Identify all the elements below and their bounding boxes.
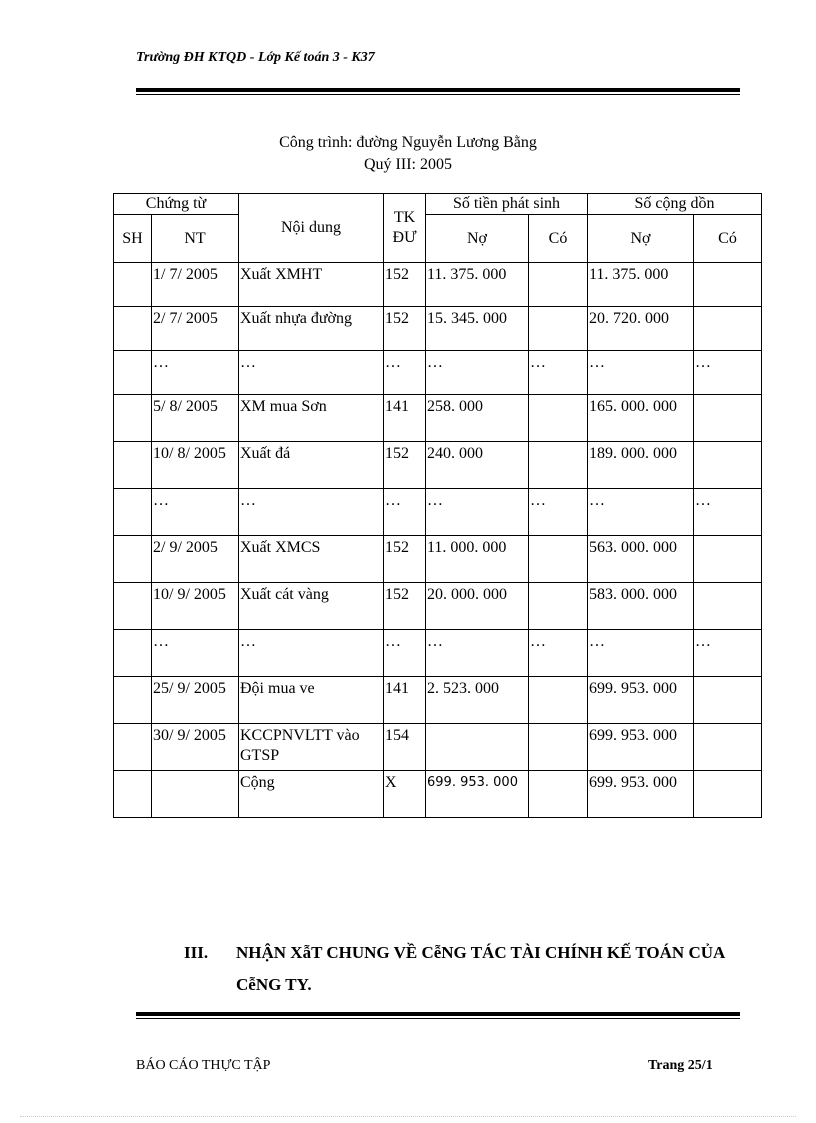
cell-noi-dung: … <box>239 351 384 395</box>
cell-co <box>529 724 588 771</box>
cell-nt: 30/ 9/ 2005 <box>152 724 239 771</box>
footer-page-number: Trang 25/1 <box>648 1058 713 1073</box>
document-title: Công trình: đường Nguyễn Lương Bằng <box>279 134 537 151</box>
cell-sh <box>114 442 152 489</box>
cell-nt: 25/ 9/ 2005 <box>152 677 239 724</box>
cell-no: 11. 375. 000 <box>426 263 529 307</box>
cell-tk-du: 141 <box>384 395 426 442</box>
cell-cd-co <box>694 724 762 771</box>
cell-no: 2. 523. 000 <box>426 677 529 724</box>
cell-sh <box>114 630 152 677</box>
cell-nt: 10/ 9/ 2005 <box>152 583 239 630</box>
cell-cd-no: 11. 375. 000 <box>588 263 694 307</box>
cell-cd-no: 699. 953. 000 <box>588 677 694 724</box>
cell-cd-no: … <box>588 489 694 536</box>
cell-co <box>529 263 588 307</box>
document-subtitle: Quý III: 2005 <box>364 156 452 173</box>
header-tk-du-line1: TK <box>393 209 416 226</box>
table-row <box>114 677 762 724</box>
cell-noi-dung: Xuất cát vàng <box>239 583 384 630</box>
header-cd-no: Nợ <box>588 215 694 263</box>
cell-co <box>529 442 588 489</box>
header-tk-du-line2: ĐƯ <box>392 229 417 246</box>
cell-co <box>529 583 588 630</box>
cell-cd-no: … <box>588 351 694 395</box>
cell-cd-co <box>694 536 762 583</box>
table-row <box>114 583 762 630</box>
cell-nt: 2/ 9/ 2005 <box>152 536 239 583</box>
table-row <box>114 307 762 351</box>
cell-cd-no: 189. 000. 000 <box>588 442 694 489</box>
cell-co: … <box>529 489 588 536</box>
table-row <box>114 724 762 771</box>
cell-noi-dung: … <box>239 489 384 536</box>
cell-sh <box>114 771 152 818</box>
cell-co <box>529 677 588 724</box>
cell-no: 258. 000 <box>426 395 529 442</box>
cell-tk-du: 154 <box>384 724 426 771</box>
cell-cd-co: … <box>694 630 762 677</box>
ledger-table <box>113 193 762 818</box>
cell-nt: … <box>152 489 239 536</box>
cell-sh <box>114 583 152 630</box>
table-row <box>114 630 762 677</box>
cell-no: … <box>426 630 529 677</box>
cell-noi-dung: XM mua Sơn <box>239 395 384 442</box>
cell-noi-dung: Xuất đá <box>239 442 384 489</box>
cell-cd-no: … <box>588 630 694 677</box>
cell-noi-dung: Đội mua ve <box>239 677 384 724</box>
header-co: Có <box>529 215 588 263</box>
cell-co <box>529 536 588 583</box>
cell-no: … <box>426 351 529 395</box>
page-header: Trường ĐH KTQD - Lớp Kế toán 3 - K37 <box>136 50 375 65</box>
header-noi-dung: Nội dung <box>239 194 384 263</box>
cell-tk-du: 152 <box>384 442 426 489</box>
header-nt: NT <box>152 215 239 263</box>
footer-rule-thick <box>136 1012 740 1016</box>
table-row <box>114 442 762 489</box>
cell-no: 15. 345. 000 <box>426 307 529 351</box>
page-bottom-border <box>20 1116 796 1117</box>
table-row <box>114 263 762 307</box>
header-tk-du <box>384 194 426 263</box>
cell-no: 699. 953. 000 <box>426 771 529 818</box>
table-row <box>114 536 762 583</box>
cell-cd-no: 699. 953. 000 <box>588 724 694 771</box>
table-row <box>114 351 762 395</box>
cell-noi-dung: Xuất nhựa đường <box>239 307 384 351</box>
footer-rule-thin <box>136 1018 740 1019</box>
cell-cd-co <box>694 307 762 351</box>
cell-sh <box>114 677 152 724</box>
cell-tk-du: … <box>384 489 426 536</box>
cell-nt: 5/ 8/ 2005 <box>152 395 239 442</box>
cell-tk-du: 152 <box>384 263 426 307</box>
cell-noi-dung: Cộng <box>239 771 384 818</box>
cell-noi-dung: KCCPNVLTT vào GTSP <box>239 724 384 771</box>
header-chung-tu: Chứng từ <box>114 194 239 215</box>
cell-cd-co <box>694 263 762 307</box>
table-row <box>114 771 762 818</box>
header-rule-thin <box>136 94 740 95</box>
cell-noi-dung: … <box>239 630 384 677</box>
cell-nt: 2/ 7/ 2005 <box>152 307 239 351</box>
cell-co: … <box>529 351 588 395</box>
cell-nt: 10/ 8/ 2005 <box>152 442 239 489</box>
cell-co <box>529 307 588 351</box>
cell-cd-no: 699. 953. 000 <box>588 771 694 818</box>
cell-cd-no: 563. 000. 000 <box>588 536 694 583</box>
footer-report-label: BÁO CÁO THỰC TẬP <box>136 1058 271 1073</box>
cell-cd-no: 583. 000. 000 <box>588 583 694 630</box>
cell-no: … <box>426 489 529 536</box>
cell-tk-du: … <box>384 630 426 677</box>
cell-tk-du: 152 <box>384 307 426 351</box>
header-rule-thick <box>136 88 740 92</box>
cell-co <box>529 395 588 442</box>
cell-cd-co <box>694 395 762 442</box>
cell-no: 11. 000. 000 <box>426 536 529 583</box>
cell-no: 240. 000 <box>426 442 529 489</box>
header-sh: SH <box>114 215 152 263</box>
cell-tk-du: 141 <box>384 677 426 724</box>
table-row <box>114 489 762 536</box>
cell-sh <box>114 351 152 395</box>
header-so-cong-don: Số cộng dồn <box>588 194 762 215</box>
cell-sh <box>114 489 152 536</box>
cell-cd-co <box>694 442 762 489</box>
cell-tk-du: 152 <box>384 583 426 630</box>
cell-tk-du: … <box>384 351 426 395</box>
cell-co: … <box>529 630 588 677</box>
cell-noi-dung: Xuất XMCS <box>239 536 384 583</box>
cell-cd-co <box>694 771 762 818</box>
cell-noi-dung: Xuất XMHT <box>239 263 384 307</box>
cell-nt: … <box>152 630 239 677</box>
cell-no: 20. 000. 000 <box>426 583 529 630</box>
cell-cd-co <box>694 583 762 630</box>
cell-cd-no: 20. 720. 000 <box>588 307 694 351</box>
cell-no <box>426 724 529 771</box>
cell-co <box>529 771 588 818</box>
cell-sh <box>114 395 152 442</box>
cell-tk-du: 152 <box>384 536 426 583</box>
cell-sh <box>114 263 152 307</box>
cell-nt <box>152 771 239 818</box>
header-so-tien: Số tiền phát sinh <box>426 194 588 215</box>
cell-sh <box>114 536 152 583</box>
header-cd-co: Có <box>694 215 762 263</box>
cell-tk-du: X <box>384 771 426 818</box>
cell-cd-co <box>694 677 762 724</box>
cell-nt: 1/ 7/ 2005 <box>152 263 239 307</box>
cell-cd-co: … <box>694 351 762 395</box>
table-row <box>114 395 762 442</box>
header-no: Nợ <box>426 215 529 263</box>
cell-sh <box>114 307 152 351</box>
cell-cd-no: 165. 000. 000 <box>588 395 694 442</box>
section-number: III. <box>184 943 209 962</box>
cell-nt: … <box>152 351 239 395</box>
section-title: NHẬN XẫT CHUNG VỀ CễNG TÁC TÀI CHÍNH KẾ TOÁN CỦA CễNG TY. <box>236 943 725 994</box>
cell-sh <box>114 724 152 771</box>
cell-cd-co: … <box>694 489 762 536</box>
